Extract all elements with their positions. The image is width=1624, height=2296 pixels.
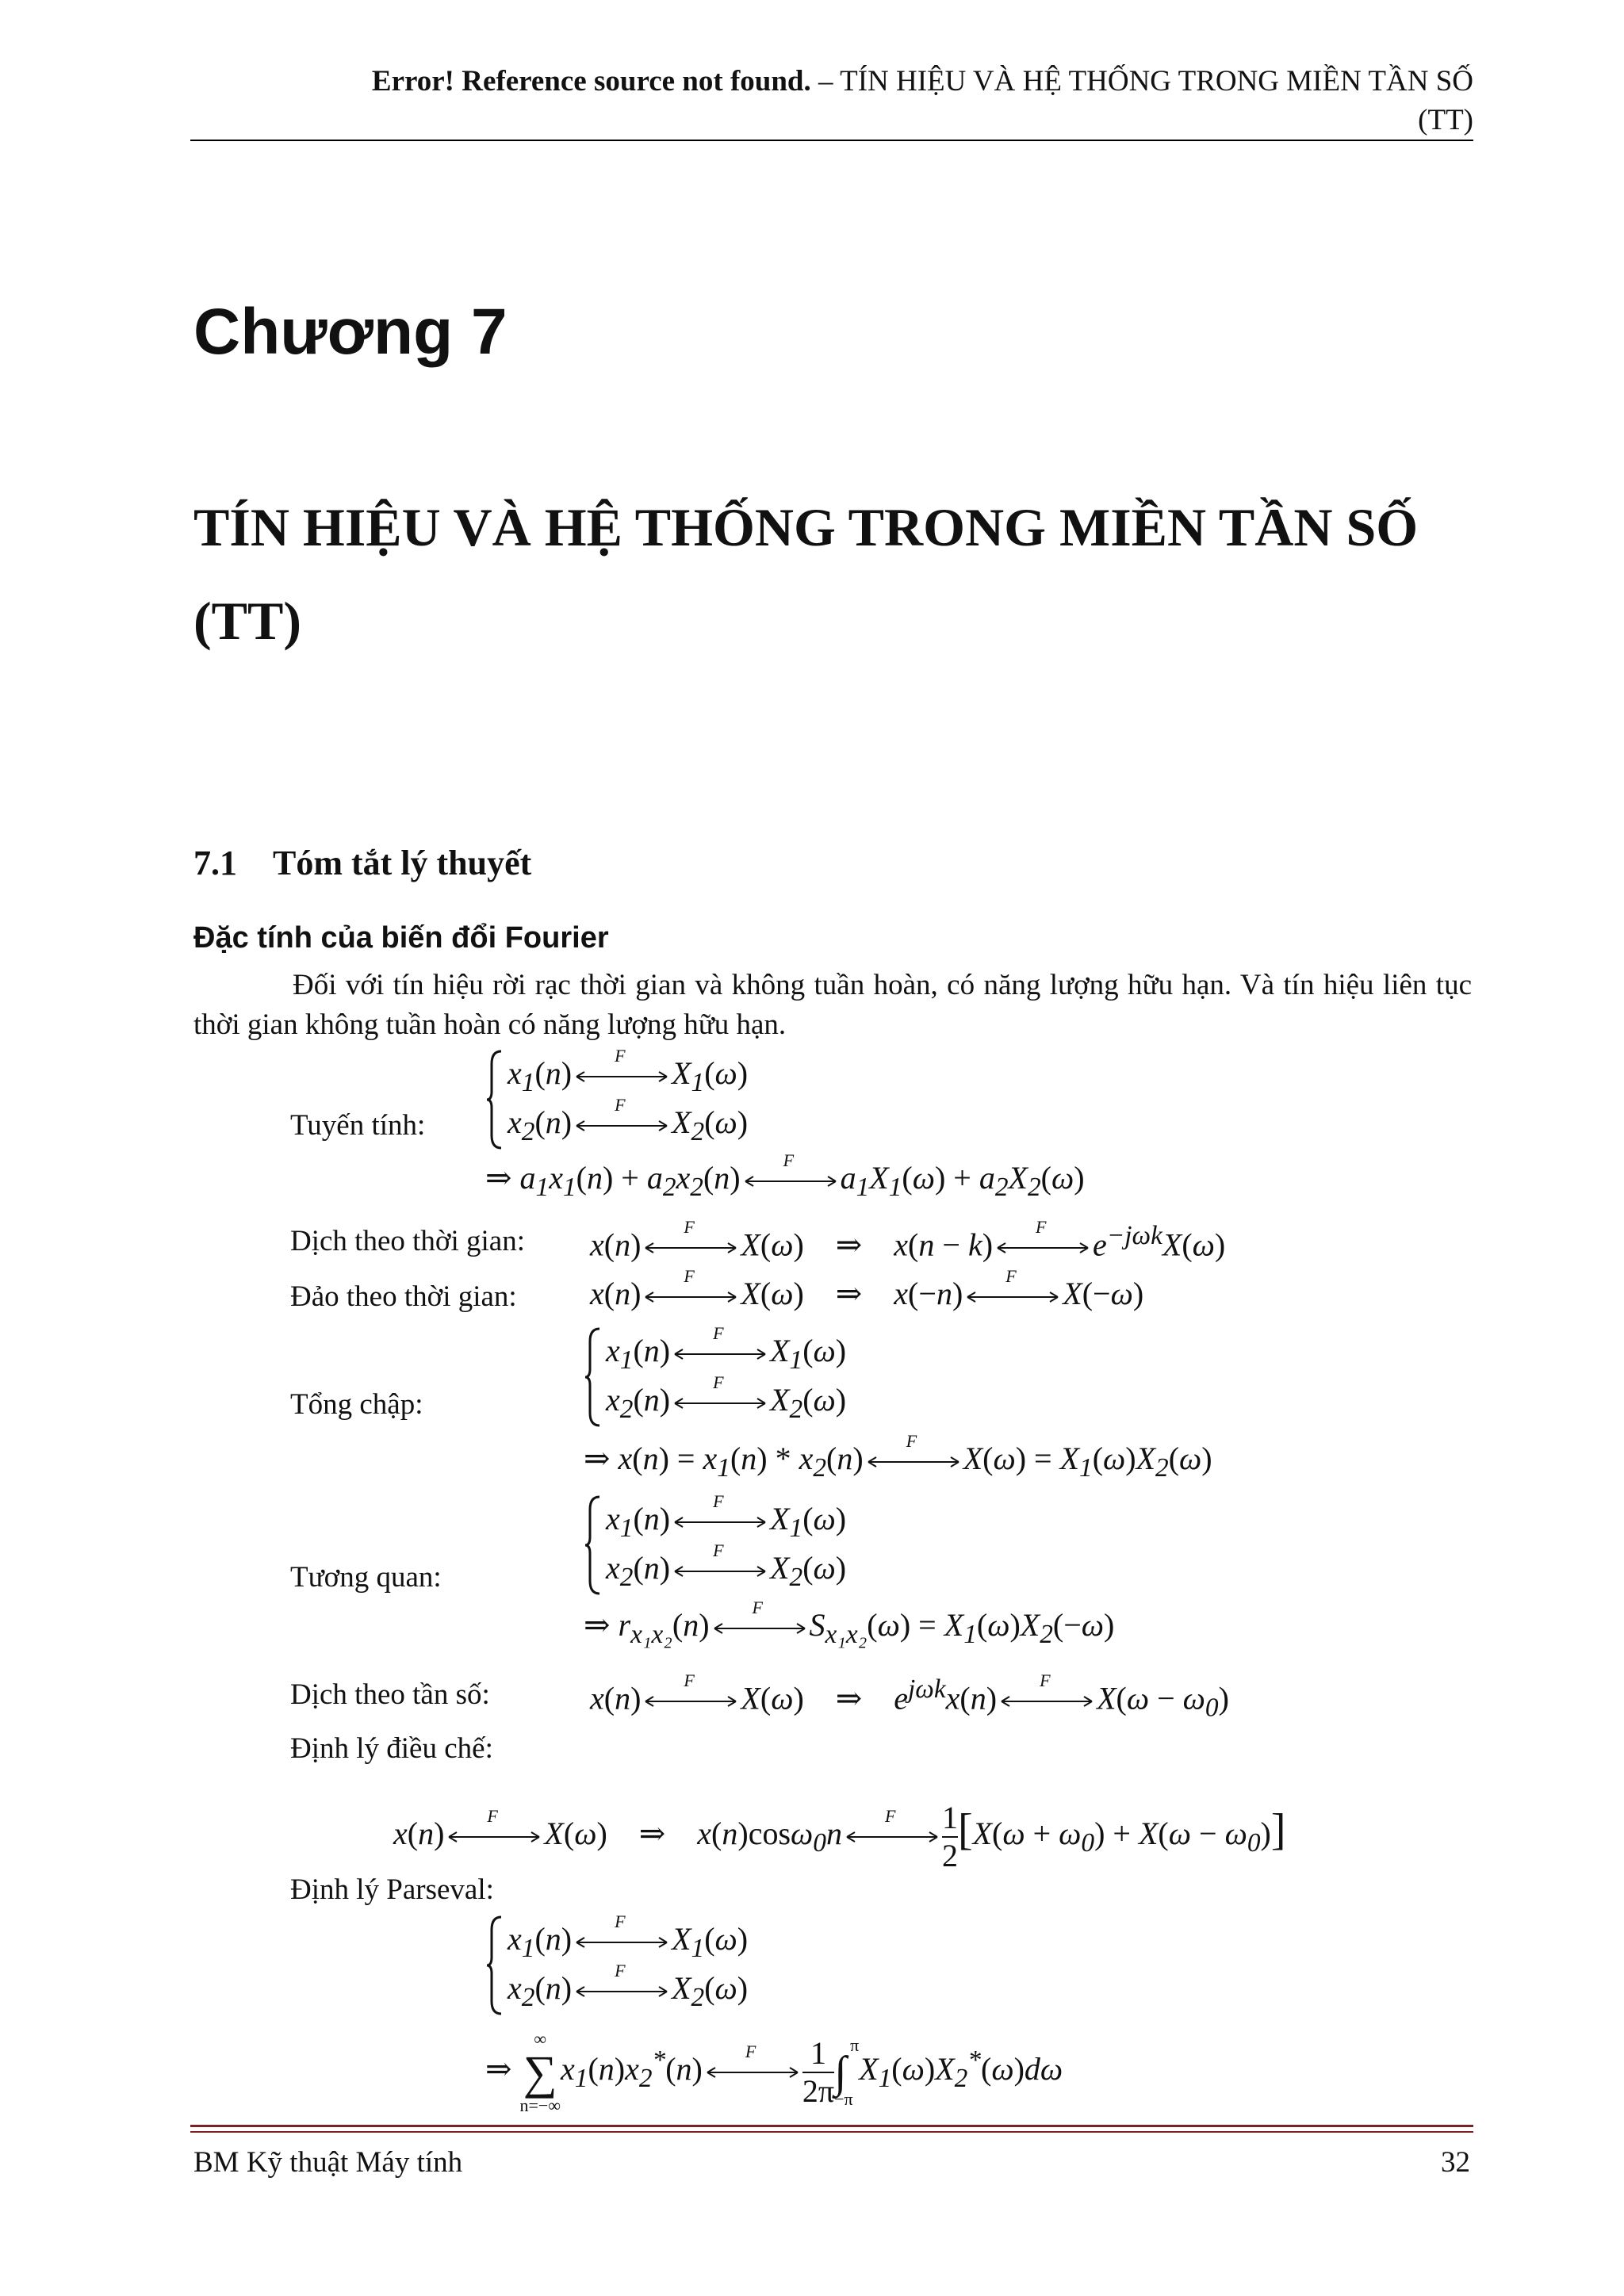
header-rule	[190, 140, 1473, 141]
eq-conv-result: ⇒ $x(n) = x_1(n) * x_2(n)$ F $X(\omega) = X_1(\omega)X_2(\omega)$	[584, 1430, 1212, 1483]
footer-rule-thick	[190, 2125, 1473, 2127]
page-number: 32	[1441, 2146, 1470, 2179]
label-time-reverse: Đảo theo thời gian:	[290, 1280, 517, 1313]
eq-linearity-2: $x_2(n)$ F $X_2(\omega)$	[508, 1094, 749, 1146]
header-title: – TÍN HIỆU VÀ HỆ THỐNG TRONG MIỀN TẦN SỐ	[810, 65, 1473, 98]
running-header	[372, 62, 1473, 140]
chapter-title-line1: TÍN HIỆU VÀ HỆ THỐNG TRONG MIỀN TẦN SỐ	[193, 497, 1419, 557]
label-linearity: Tuyến tính:	[290, 1109, 426, 1142]
eq-freq-shift: x(n) F X(ω) ⇒ $e^{j\omega k}x(n)$ F $X(\omega - \omega_0)$	[590, 1670, 1229, 1723]
label-freq-shift: Dịch theo tần số:	[290, 1678, 490, 1711]
eq-time-reverse: x(n) F X(ω) ⇒ x(−n) F X(−ω)	[590, 1265, 1144, 1311]
eq-conv-2: $x_2(n)$ F $X_2(\omega)$	[606, 1372, 847, 1424]
eq-corr-2: $x_2(n)$ F $X_2(\omega)$	[606, 1540, 847, 1592]
subsection-heading: Đặc tính của biến đổi Fourier	[193, 921, 609, 955]
intro-paragraph: Đối với tín hiệu rời rạc thời gian và không tuần hoàn, có năng lượng hữu hạn. Và tín hiệu liên tục thời gian không tuần hoàn có năng lượng hữu hạn.	[193, 969, 1472, 1041]
eq-corr-result: ⇒ $r_{x_1x_2}(n)$ F $S_{x_1x_2}(\omega) = X_1(\omega)X_2(-\omega)$	[584, 1597, 1115, 1649]
eq-parseval-result: ⇒ ∞ ∑ $n=-\infty x_1(n)x_2^*(n)$ F 1 2π π ∫ $-\pi X_1(\omega)X_2^*(\omega)d\omega$	[485, 2029, 1063, 2115]
label-time-shift: Dịch theo thời gian:	[290, 1225, 525, 1257]
chapter-title-line2: (TT)	[193, 591, 301, 651]
label-modulation: Định lý điều chế:	[290, 1732, 493, 1765]
section-heading	[193, 843, 531, 883]
footer-department: BM Kỹ thuật Máy tính	[193, 2146, 463, 2179]
header-title-cont: (TT)	[1418, 104, 1473, 136]
eq-linearity-1: $x_1(n)$ F $X_1(\omega)$	[508, 1045, 749, 1097]
footer-rule-thin	[190, 2131, 1473, 2133]
brace-convolution	[584, 1326, 603, 1437]
eq-corr-1: $x_1(n)$ F $X_1(\omega)$	[606, 1490, 847, 1543]
chapter-title	[193, 480, 1478, 668]
eq-parseval-1: $x_1(n)$ F $X_1(\omega)$	[508, 1911, 749, 1963]
eq-conv-1: $x_1(n)$ F $X_1(\omega)$	[606, 1322, 847, 1375]
brace-parseval	[485, 1914, 504, 2025]
brace-linearity	[485, 1048, 504, 1159]
label-convolution: Tổng chập:	[290, 1388, 423, 1421]
brace-correlation	[584, 1494, 603, 1605]
eq-time-shift: x(n) F X(ω) ⇒ x(n − k) F $e^{-j\omega k}X(\omega)$	[590, 1217, 1226, 1263]
eq-modulation: x(n) F X(ω) ⇒ x(n)cosω$_0$n F 1 2 $[X(\omega + \omega_0) + X(\omega - \omega_0)]$	[393, 1800, 1286, 1873]
chapter-label: Chương 7	[193, 296, 508, 368]
eq-linearity-result: ⇒ $a_1x_1(n) + a_2x_2(n)$ F $a_1X_1(\omega) + a_2X_2(\omega)$	[485, 1150, 1085, 1202]
eq-parseval-2: $x_2(n)$ F $X_2(\omega)$	[508, 1960, 749, 2012]
section-title: Tóm tắt lý thuyết	[273, 844, 532, 882]
header-error-text: Error! Reference source not found.	[371, 65, 811, 98]
label-parseval: Định lý Parseval:	[290, 1873, 494, 1906]
section-number: 7.1	[193, 844, 237, 882]
label-correlation: Tương quan:	[290, 1561, 442, 1594]
